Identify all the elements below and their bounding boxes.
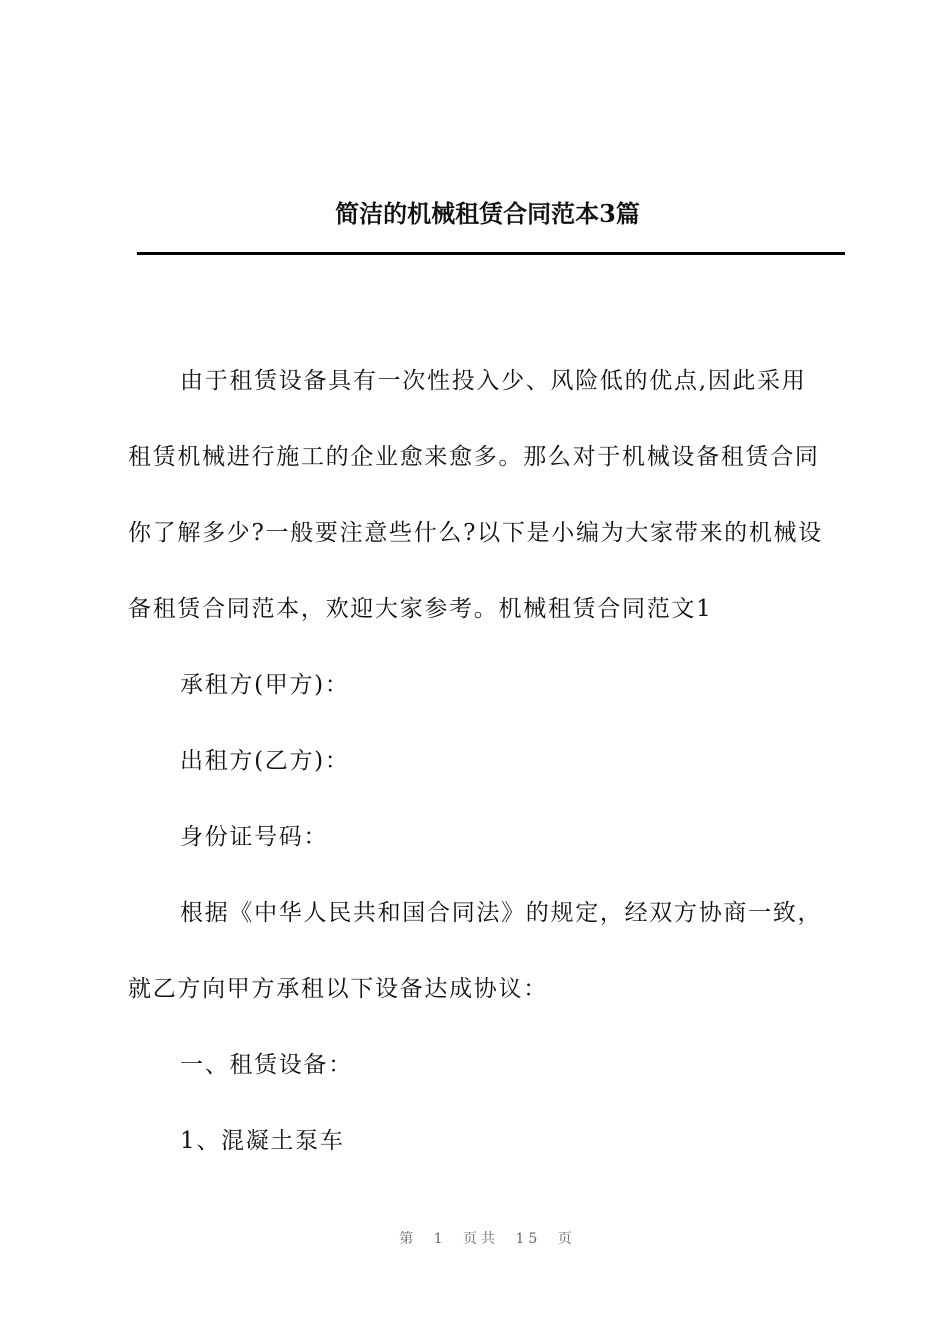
id-number-line: 身份证号码： xyxy=(180,824,329,850)
intro-paragraph xyxy=(128,343,848,647)
page-footer: 第 1 页共 15 页 xyxy=(399,1231,576,1247)
document-body xyxy=(128,343,848,1179)
basis-paragraph xyxy=(128,875,848,1027)
intro-line-2: 租赁机械进行施工的企业愈来愈多。那么对于机械设备租赁合同 xyxy=(128,444,820,470)
lessor-line: 出租方(乙方)： xyxy=(180,748,350,774)
title-divider xyxy=(137,252,845,255)
section-heading-1: 一、租赁设备： xyxy=(180,1052,353,1078)
document-title: 简洁的机械租赁合同范本3篇 xyxy=(335,199,640,228)
basis-line-2: 就乙方向甲方承租以下设备达成协议： xyxy=(128,976,548,1002)
list-item-1: 1、混凝土泵车 xyxy=(180,1128,345,1154)
basis-line-1: 根据《中华人民共和国合同法》的规定，经双方协商一致， xyxy=(180,900,823,926)
intro-line-1: 由于租赁设备具有一次性投入少、风险低的优点,因此采用 xyxy=(180,368,807,394)
lessee-line: 承租方(甲方)： xyxy=(180,672,350,698)
intro-line-4: 备租赁合同范本，欢迎大家参考。机械租赁合同范文1 xyxy=(128,596,713,622)
intro-line-3: 你了解多少?一般要注意些什么?以下是小编为大家带来的机械设 xyxy=(128,520,823,546)
